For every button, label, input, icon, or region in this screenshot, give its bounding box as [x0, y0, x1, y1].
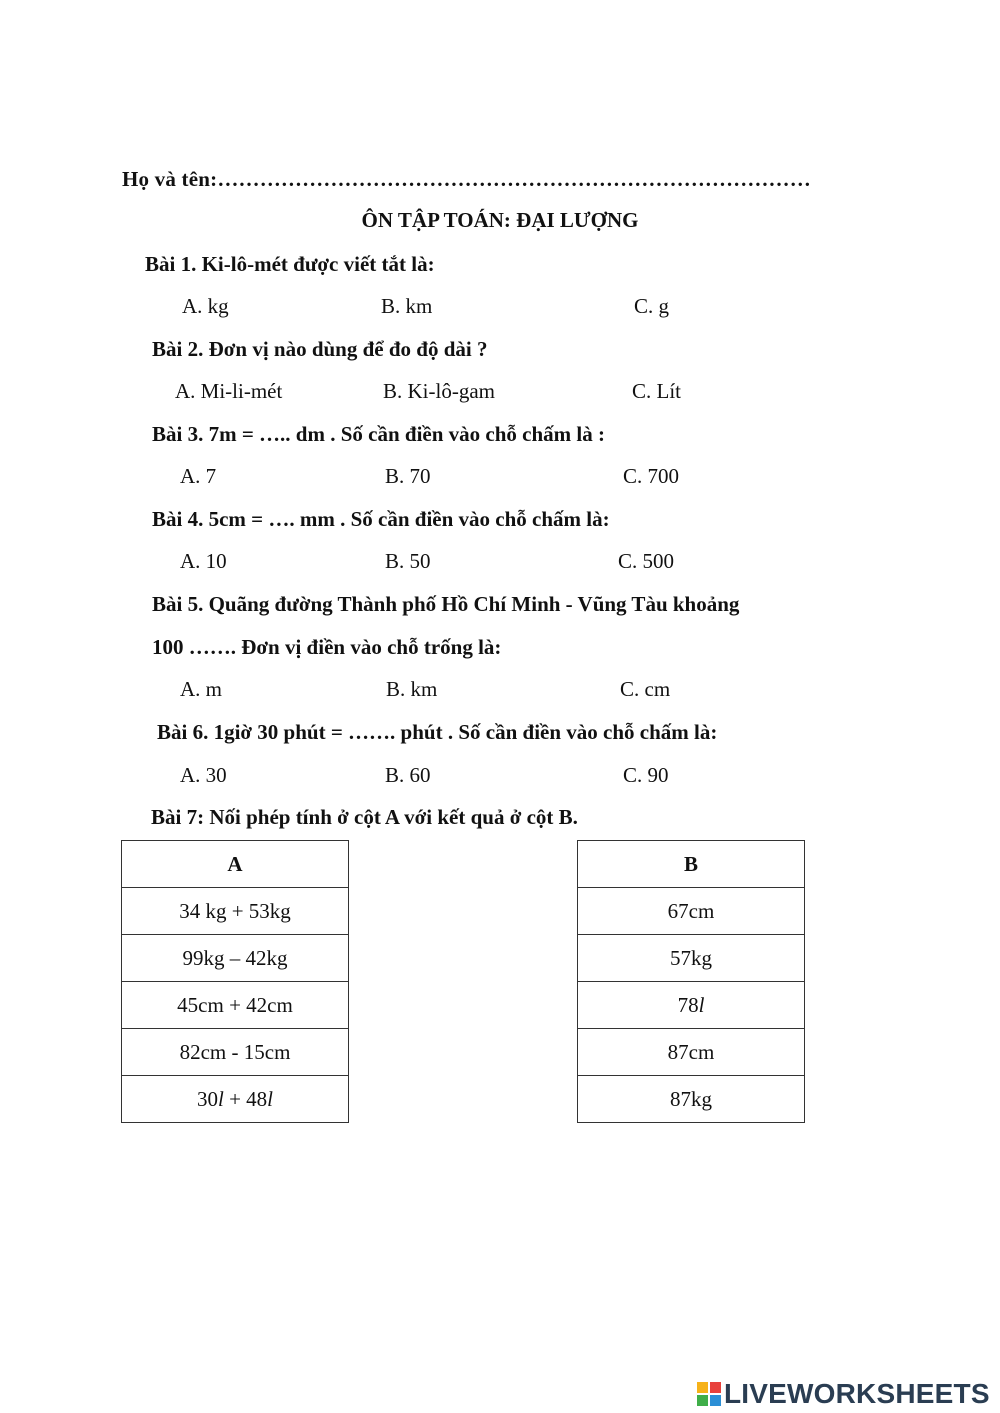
question-5-option-b[interactable]: B. km: [386, 677, 438, 701]
logo-text: LIVEWORKSHEETS: [724, 1378, 990, 1409]
column-a-item-5[interactable]: [122, 1076, 349, 1123]
question-1-text: Bài 1. Ki-lô-mét được viết tắt là:: [145, 252, 435, 276]
question-4-option-c[interactable]: C. 500: [618, 549, 675, 573]
question-7-text: Bài 7: Nối phép tính ở cột A với kết quả ở cột B.: [151, 805, 578, 829]
column-a-item-2[interactable]: 99kg – 42kg: [122, 935, 349, 982]
column-a-header: A: [122, 841, 349, 888]
question-1-option-b[interactable]: B. km: [381, 294, 433, 318]
question-2-option-b[interactable]: B. Ki-lô-gam: [383, 379, 495, 403]
column-b-item-3-number: 78: [677, 992, 699, 1017]
question-5-option-c[interactable]: C. cm: [620, 677, 671, 701]
column-b-item-3[interactable]: [578, 982, 805, 1029]
logo-square-1: [697, 1382, 708, 1393]
column-b-item-2[interactable]: 57kg: [578, 935, 805, 982]
question-1-option-a[interactable]: A. kg: [182, 294, 229, 318]
column-a-item-1[interactable]: 34 kg + 53kg: [122, 888, 349, 935]
question-6-option-c[interactable]: C. 90: [623, 763, 669, 787]
logo-mark-icon: [697, 1382, 721, 1406]
question-3-option-b[interactable]: B. 70: [385, 464, 431, 488]
question-2-option-c[interactable]: C. Lít: [632, 379, 682, 403]
question-3-text: Bài 3. 7m = ….. dm . Số cần điền vào chỗ chấm là :: [152, 422, 605, 446]
column-b-item-1[interactable]: 67cm: [578, 888, 805, 935]
question-4-option-a[interactable]: A. 10: [180, 549, 227, 573]
column-a-item-4[interactable]: 82cm - 15cm: [122, 1029, 349, 1076]
column-a-item-5-part2: + 48: [223, 1086, 268, 1111]
question-4-option-b[interactable]: B. 50: [385, 549, 431, 573]
column-b-table: [577, 840, 805, 1123]
student-name-line[interactable]: Họ và tên:…………………………………………………………………………: [122, 167, 811, 191]
question-5-text: Bài 5. Quãng đường Thành phố Hồ Chí Minh - Vũng Tàu khoảng: [152, 592, 740, 616]
question-3-option-a[interactable]: A. 7: [180, 464, 217, 488]
worksheet-title: ÔN TẬP TOÁN: ĐẠI LƯỢNG: [361, 208, 639, 232]
column-b-item-4[interactable]: 87cm: [578, 1029, 805, 1076]
question-3-option-c[interactable]: C. 700: [623, 464, 680, 488]
logo-square-2: [710, 1382, 721, 1393]
logo-square-3: [697, 1395, 708, 1406]
question-2-text: Bài 2. Đơn vị nào dùng để đo độ dài ?: [152, 337, 488, 361]
column-a-item-5-part1: 30: [196, 1086, 218, 1111]
column-b-header: B: [578, 841, 805, 888]
column-b-item-5[interactable]: 87kg: [578, 1076, 805, 1123]
column-a-item-5-unit1: l: [217, 1086, 224, 1111]
column-a-item-5-unit2: l: [267, 1086, 274, 1111]
column-a-table: [121, 840, 349, 1123]
question-6-text: Bài 6. 1giờ 30 phút = ……. phút . Số cần điền vào chỗ chấm là:: [157, 720, 718, 744]
column-a-item-3[interactable]: 45cm + 42cm: [122, 982, 349, 1029]
question-6-option-b[interactable]: B. 60: [385, 763, 431, 787]
question-4-text: Bài 4. 5cm = …. mm . Số cần điền vào chỗ chấm là:: [152, 507, 610, 531]
logo-square-4: [710, 1395, 721, 1406]
question-5-option-a[interactable]: A. m: [180, 677, 222, 701]
question-2-option-a[interactable]: A. Mi-li-mét: [175, 379, 283, 403]
column-b-item-3-unit: l: [698, 992, 705, 1017]
question-1-option-c[interactable]: C. g: [634, 294, 670, 318]
question-5-text-continued: 100 ……. Đơn vị điền vào chỗ trống là:: [152, 635, 502, 659]
question-6-option-a[interactable]: A. 30: [180, 763, 227, 787]
